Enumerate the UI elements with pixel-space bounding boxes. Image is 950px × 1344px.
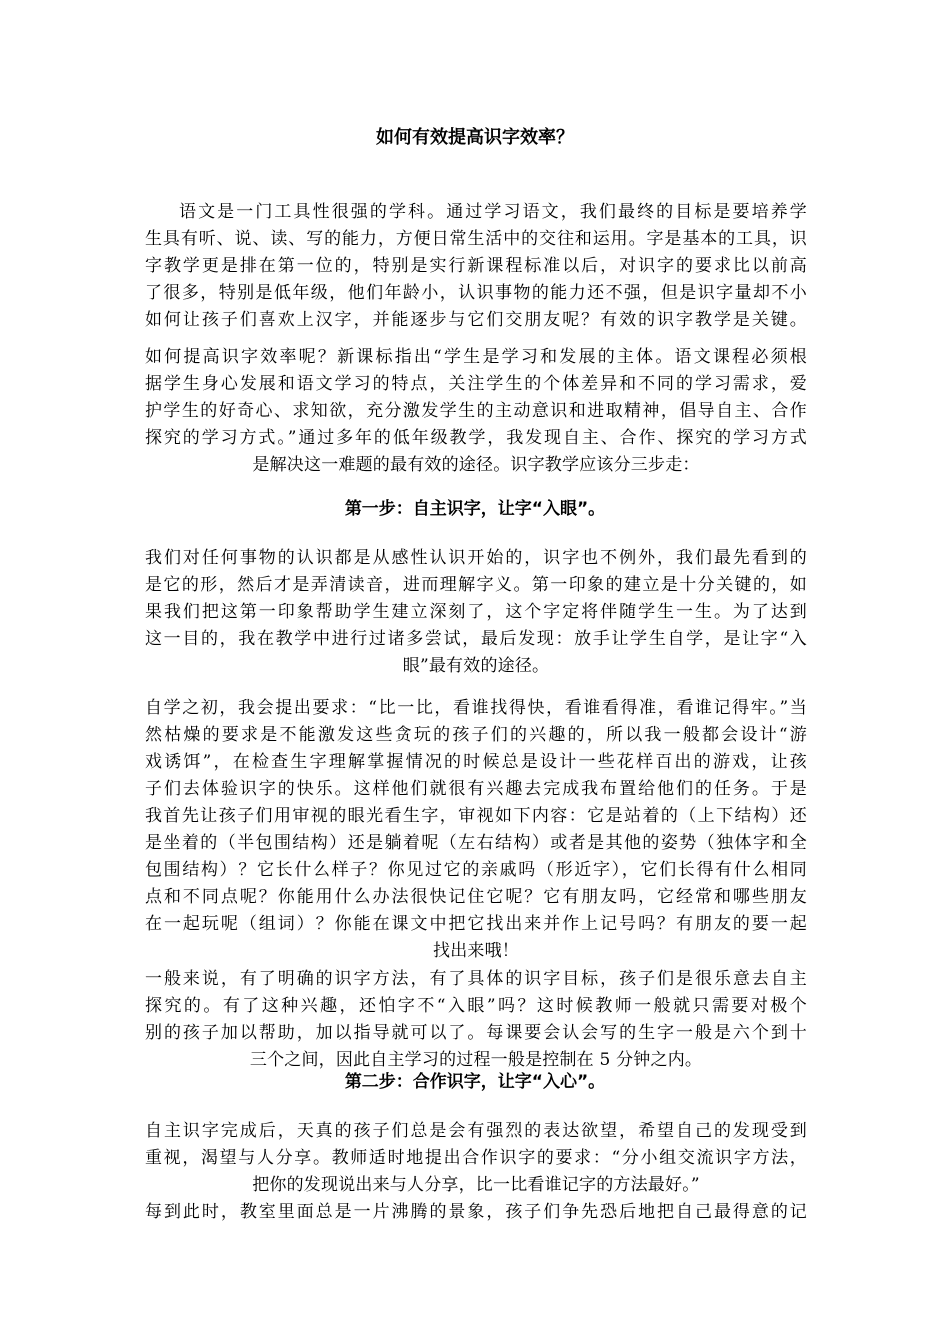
- text-line: 自主识字完成后，天真的孩子们总是会有强烈的表达欲望，希望自己的发现受到: [145, 1121, 807, 1141]
- text-line: 找出来哦！: [433, 941, 519, 961]
- text-line: 重视，渴望与人分享。教师适时地提出合作识字的要求：“分小组交流识字方法，: [145, 1148, 807, 1168]
- text-line: 护学生的好奇心、求知欲，充分激发学生的主动意识和进取精神，倡导自主、合作: [145, 401, 807, 421]
- paragraph-6: [145, 1118, 807, 1226]
- text-line: 是它的形，然后才是弄清读音，进而理解字义。第一印象的建立是十分关键的，如: [145, 575, 807, 595]
- step1-heading: 第一步：自主识字，让字“入眼”。: [344, 499, 606, 519]
- text-line: 了很多，特别是低年级，他们年龄小，认识事物的能力还不强，但是识字量却不小: [145, 283, 807, 303]
- text-line: 语文是一门工具性很强的学科。通过学习语文，我们最终的目标是要培养学: [179, 202, 807, 222]
- text-line: 戏诱饵”，在检查生字理解掌握情况的时候总是设计一些花样百出的游戏，让孩: [145, 752, 807, 772]
- text-line: 点和不同点呢？你能用什么办法很快记住它呢？它有朋友吗，它经常和哪些朋友: [145, 887, 807, 907]
- text-line: 别的孩子加以帮助，加以指导就可以了。每课要会认会写的生字一般是六个到十: [145, 1023, 807, 1043]
- text-line: 探究的学习方式。”通过多年的低年级教学，我发现自主、合作、探究的学习方式: [145, 428, 807, 448]
- text-line: 包围结构）？它长什么样子？你见过它的亲戚吗（形近字），它们长得有什么相同: [145, 860, 807, 880]
- paragraph-5: [145, 966, 807, 1074]
- text-line: 据学生身心发展和语文学习的特点，关注学生的个体差异和不同的学习需求，爱: [145, 374, 807, 394]
- text-line: 字教学更是排在第一位的，特别是实行新课程标准以后，对识字的要求比以前高: [145, 256, 807, 276]
- text-line: 如何提高识字效率呢？新课标指出“学生是学习和发展的主体。语文课程必须根: [145, 347, 807, 367]
- paragraph-4: [145, 695, 807, 965]
- text-line: 生具有听、说、读、写的能力，方便日常生活中的交往和运用。字是基本的工具，识: [145, 229, 807, 249]
- text-line: 把你的发现说出来与人分享，比一比看谁记字的方法最好。”: [252, 1175, 700, 1195]
- step2-heading: 第二步：合作识字，让字“入心”。: [344, 1072, 606, 1092]
- text-line: 子们去体验识字的快乐。这样他们就很有兴趣去完成我布置给他们的任务。于是: [145, 779, 807, 799]
- text-line: 我们对任何事物的认识都是从感性认识开始的，识字也不例外，我们最先看到的: [145, 548, 807, 568]
- text-line: 自学之初，我会提出要求：“比一比，看谁找得快，看谁看得准，看谁记得牢。”当: [145, 698, 807, 718]
- text-line: 在一起玩呢（组词）？你能在课文中把它找出来并作上记号吗？有朋友的要一起: [145, 914, 807, 934]
- text-line: 是坐着的（半包围结构）还是躺着呢（左右结构）或者是其他的姿势（独体字和全: [145, 833, 807, 853]
- text-line: 然枯燥的要求是不能激发这些贪玩的孩子们的兴趣的，所以我一般都会设计“游: [145, 725, 807, 745]
- text-line: 果我们把这第一印象帮助学生建立深刻了，这个字定将伴随学生一生。为了达到: [145, 602, 807, 622]
- text-line: 每到此时，教室里面总是一片沸腾的景象，孩子们争先恐后地把自己最得意的记: [145, 1202, 807, 1222]
- text-line: 是解决这一难题的最有效的途径。识字教学应该分三步走：: [252, 455, 700, 475]
- text-line: 一般来说，有了明确的识字方法，有了具体的识字目标，孩子们是很乐意去自主: [145, 969, 807, 989]
- document-title: 如何有效提高识字效率？: [376, 127, 574, 148]
- intro-paragraph: [145, 199, 807, 334]
- paragraph-2: [145, 344, 807, 479]
- text-line: 三个之间，因此自主学习的过程一般是控制在 5 分钟之内。: [249, 1050, 703, 1070]
- text-line: 如何让孩子们喜欢上汉字，并能逐步与它们交朋友呢？有效的识字教学是关键。: [145, 310, 807, 330]
- text-line: 探究的。有了这种兴趣，还怕字不“入眼”吗？这时候教师一般就只需要对极个: [145, 996, 807, 1016]
- text-line: 我首先让孩子们用审视的眼光看生字，审视如下内容：它是站着的（上下结构）还: [145, 806, 807, 826]
- paragraph-3: [145, 545, 807, 680]
- text-line: 眼”最有效的途径。: [402, 656, 550, 676]
- text-line: 这一目的，我在教学中进行过诸多尝试，最后发现：放手让学生自学，是让字“入: [145, 629, 807, 649]
